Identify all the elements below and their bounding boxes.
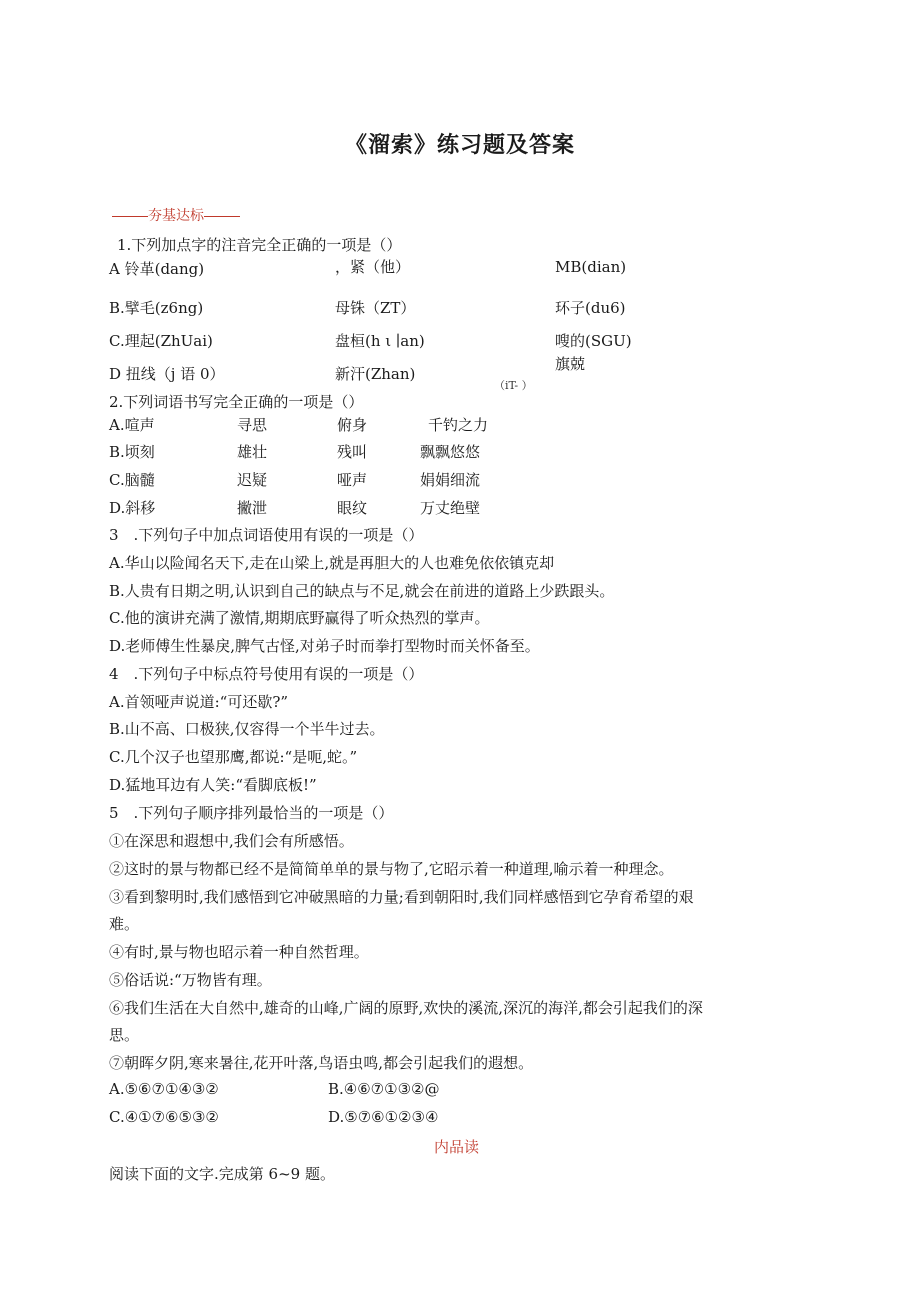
q3-option: A.华山以险闻名天下,走在山梁上,就是再胆大的人也难免依依镇克却: [109, 554, 555, 572]
q2-word: 眼纹: [337, 499, 368, 517]
question-2-stem: 2.下列词语书写完全正确的一项是（）: [109, 393, 364, 411]
section-heading-basic: [112, 205, 240, 225]
q2-word: D.斜移: [109, 499, 156, 517]
q2-word: 千钓之力: [428, 416, 489, 434]
q1-option: 盘桓(h ι ∣an): [335, 332, 425, 350]
divider: [204, 216, 240, 217]
q1-option: 母铢（ZT）: [335, 299, 416, 317]
question-3-stem: 3 .下列句子中加点词语使用有误的一项是（）: [109, 526, 424, 544]
q1-option: 环子(du6): [555, 299, 626, 317]
q2-word: 俯身: [337, 416, 368, 434]
q2-word: C.脑髓: [109, 471, 155, 489]
section-heading-reading: 内品读: [434, 1138, 480, 1156]
q5-answer: C.④①⑦⑥⑤③②: [109, 1108, 219, 1126]
page-title: 《溜索》练习题及答案: [344, 133, 575, 158]
q2-word: 寻思: [237, 416, 268, 434]
q2-word: 飘飘悠悠: [420, 443, 481, 461]
q5-sentence: ⑦朝晖夕阴,寒来暑往,花开叶落,鸟语虫鸣,都会引起我们的遐想。: [109, 1054, 534, 1072]
q5-sentence: 思。: [109, 1026, 140, 1044]
q5-sentence: ①在深思和遐想中,我们会有所感悟。: [109, 832, 354, 850]
question-5-stem: 5 .下列句子顺序排列最恰当的一项是（）: [109, 804, 394, 822]
q1-option: A 铃革(dang): [109, 260, 205, 278]
q3-option: B.人贵有日期之明,认识到自己的缺点与不足,就会在前进的道路上少跌跟头。: [109, 582, 615, 600]
question-4-stem: 4 .下列句子中标点符号使用有误的一项是（）: [109, 665, 424, 683]
q5-sentence: ④有时,景与物也昭示着一种自然哲理。: [109, 943, 369, 961]
q5-sentence: 难。: [109, 915, 140, 933]
q2-word: 残叫: [337, 443, 368, 461]
q5-sentence: ⑥我们生活在大自然中,雄奇的山峰,广阔的原野,欢快的溪流,深沉的海洋,都会引起我们的深: [109, 999, 703, 1017]
q5-sentence: ③看到黎明时,我们感悟到它冲破黑暗的力量;看到朝阳时,我们同样感悟到它孕育希望的艰: [109, 888, 694, 906]
section-heading-label: 夯基达标: [148, 208, 204, 224]
q1-option: B.擘毛(z6ng): [109, 299, 204, 317]
q1-option: MB(dian): [555, 258, 627, 276]
q1-option: 旗兢: [555, 355, 586, 373]
q5-sentence: ⑤俗话说:“万物皆有理。: [109, 971, 272, 989]
q1-option: D 扭线（j 语 0）: [109, 365, 225, 383]
q2-word: 迟疑: [237, 471, 268, 489]
scan-noise-text: （iT- ）: [494, 379, 533, 392]
q4-option: A.首领哑声说道:“可还歇?”: [109, 693, 289, 711]
q5-answer: D.⑤⑦⑥①②③④: [328, 1108, 439, 1126]
q5-answer: A.⑤⑥⑦①④③②: [109, 1080, 219, 1098]
q2-word: B.顷刻: [109, 443, 155, 461]
q4-option: B.山不高、口极狭,仅容得一个半牛过去。: [109, 720, 385, 738]
q2-word: A.喧声: [109, 416, 155, 434]
q1-option: ，紧（他）: [335, 258, 411, 276]
divider: [112, 216, 148, 217]
q2-word: 娟娟细流: [420, 471, 481, 489]
q2-word: 雄壮: [237, 443, 268, 461]
q1-option: C.理起(ZhUai): [109, 332, 213, 350]
q1-option: 嗖的(SGU): [555, 332, 632, 350]
q3-option: D.老师傅生性暴戾,脾气古怪,对弟子时而拳打型物时而关怀备至。: [109, 637, 540, 655]
q1-option: 新汗(Zhan): [335, 365, 416, 383]
q2-word: 撇泄: [237, 499, 268, 517]
q2-word: 万丈绝壁: [420, 499, 481, 517]
q5-answer: B.④⑥⑦①③②@: [328, 1080, 440, 1098]
q3-option: C.他的演讲充满了激情,期期底野赢得了听众热烈的掌声。: [109, 609, 490, 627]
q4-option: C.几个汉子也望那鹰,都说:“是呃,蛇。”: [109, 748, 358, 766]
q2-word: 哑声: [337, 471, 368, 489]
reading-instruction: 阅读下面的文字.完成第 6~9 题。: [109, 1165, 335, 1183]
q4-option: D.猛地耳边有人笑:“看脚底板!”: [109, 776, 317, 794]
question-1-stem: 1.下列加点字的注音完全正确的一项是（）: [117, 236, 402, 254]
q5-sentence: ②这时的景与物都已经不是简简单单的景与物了,它昭示着一种道理,喻示着一种理念。: [109, 860, 674, 878]
